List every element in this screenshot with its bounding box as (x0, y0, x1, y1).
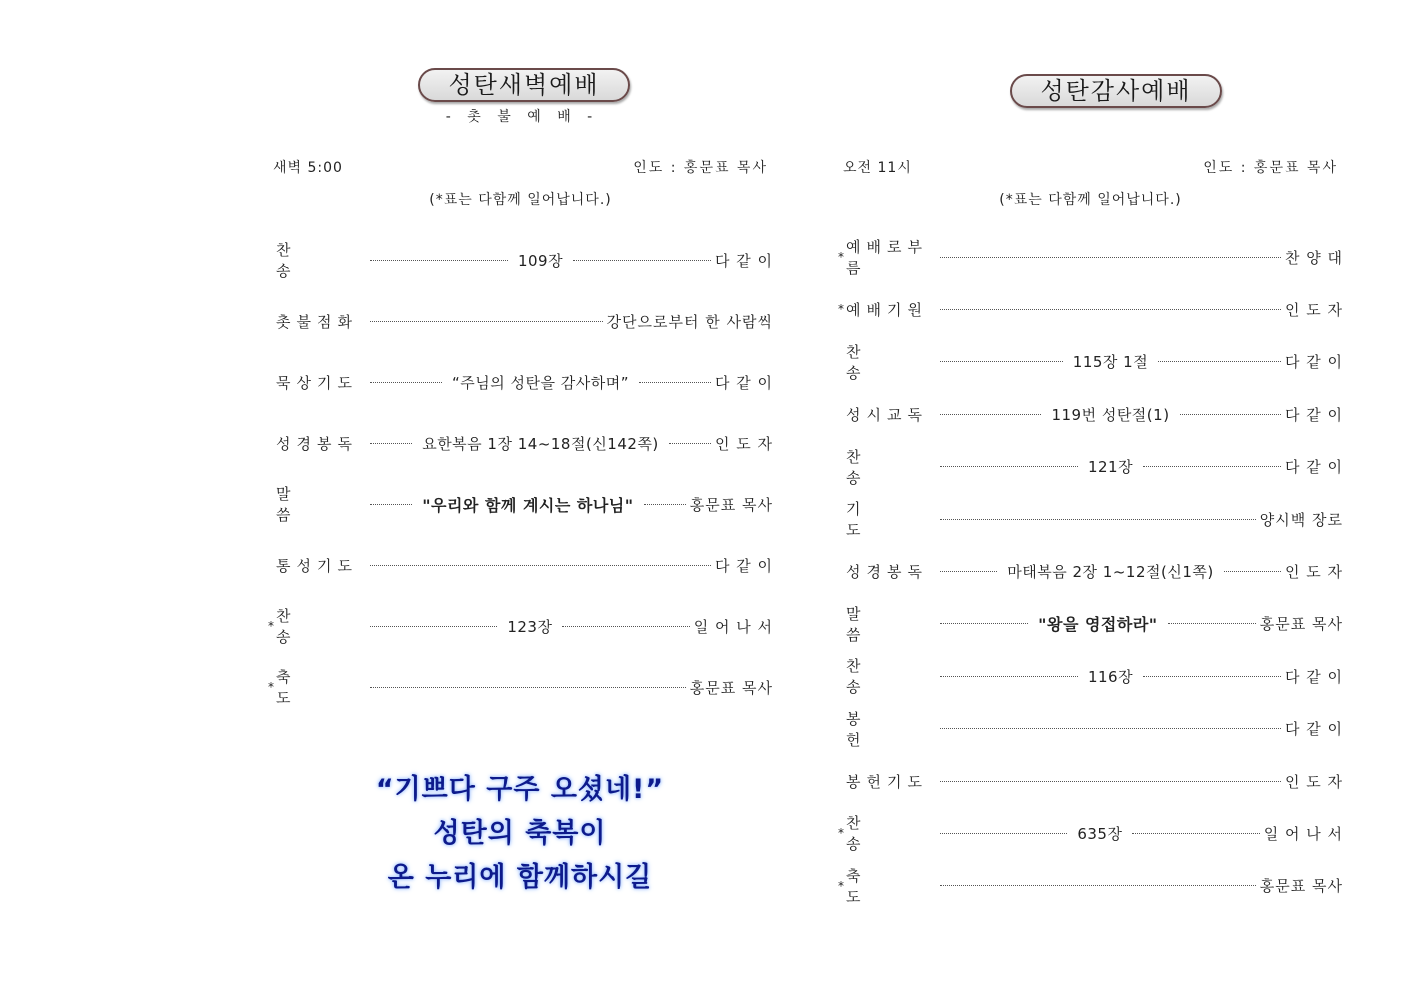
order-item (268, 553, 773, 577)
leader-dots (940, 623, 1028, 624)
order-item-person: 강단으로부터 한 사람씩 (606, 312, 773, 331)
leader-dots (370, 321, 603, 322)
leader-dots (940, 257, 1281, 258)
order-item-detail: “주님의 성탄을 감사하며” (452, 373, 629, 392)
order-item-name: 찬 송 (846, 447, 903, 487)
order-item-name: 기 도 (846, 500, 903, 539)
order-item-person: 인 도 자 (1284, 562, 1343, 581)
order-item (838, 769, 1343, 793)
order-item (268, 309, 773, 333)
order-item (838, 447, 1344, 487)
leader-dots (940, 571, 997, 572)
order-item-person: 다 같 이 (1284, 720, 1343, 739)
blessing-line: 성탄의 축복이 (433, 818, 607, 849)
leader-dots (562, 626, 689, 627)
order-item-person: 일 어 나 서 (693, 617, 774, 636)
order-item-name: 축 도 (846, 866, 903, 906)
leader-dots (1224, 571, 1281, 572)
order-item-person: 다 같 이 (1284, 405, 1343, 424)
leader-dots (940, 885, 1256, 886)
order-item-detail: 115장 1절 (1072, 353, 1149, 372)
standing-mark: * (268, 619, 274, 633)
order-item (838, 238, 1343, 277)
order-item-person: 일 어 나 서 (1263, 824, 1344, 843)
leader-dots (940, 833, 1067, 834)
order-item-detail: 마태복음 2장 1~12절(신1쪽) (1007, 562, 1214, 581)
order-item (838, 604, 1344, 644)
leader-dots (1143, 466, 1281, 467)
blessing-line: “기쁘다 구주 오셨네!” (375, 774, 665, 805)
leader-dots (940, 676, 1078, 677)
order-item (838, 342, 1344, 382)
blessing-line: 온 누리에 함께하시길 (387, 862, 653, 893)
order-item (268, 431, 773, 455)
order-item-name: 봉헌기도 (846, 772, 928, 791)
leader-dots (940, 414, 1041, 415)
order-item-detail: 121장 (1087, 458, 1134, 477)
leader-dots (370, 260, 508, 261)
leader-dots (1158, 361, 1281, 362)
order-item-detail: 123장 (507, 617, 553, 636)
order-item-detail: 요한복음 1장 14~18절(신142쪽) (422, 434, 659, 453)
order-item (268, 607, 774, 646)
order-item-name: 말 씀 (276, 485, 333, 524)
standing-mark: * (838, 302, 844, 317)
order-item-detail: 635장 (1077, 824, 1123, 843)
standing-note: (*표는 다함께 일어납니다.) (999, 192, 1182, 208)
standing-mark: * (268, 680, 274, 694)
leader-dots (1132, 833, 1259, 834)
leader-dots (644, 504, 686, 505)
leader-dots (940, 361, 1063, 362)
order-item-name: 촛불점화 (276, 312, 358, 331)
service-leader: 인도 : 홍문표 목사 (633, 160, 768, 176)
order-item-name: 찬 송 (846, 342, 903, 382)
leader-dots (370, 687, 686, 688)
leader-dots (370, 504, 412, 505)
standing-note: (*표는 다함께 일어납니다.) (429, 192, 612, 208)
order-item-person: 홍문표 목사 (689, 678, 773, 697)
candle-service-subtitle: - 촛 불 예 배 - (445, 109, 599, 125)
leader-dots (940, 781, 1281, 782)
leader-dots (940, 466, 1078, 467)
order-item (838, 709, 1343, 749)
order-item (838, 866, 1343, 906)
order-item (838, 402, 1343, 426)
dawn-service-title: 성탄새벽예배 (418, 68, 630, 102)
order-item-name: 찬 송 (276, 607, 333, 646)
order-item-detail: 116장 (1087, 667, 1134, 686)
order-item-person: 다 같 이 (1285, 458, 1344, 477)
order-item-person: 인 도 자 (1284, 300, 1343, 319)
leader-dots (1168, 623, 1256, 624)
order-item-name: 예배기원 (846, 300, 928, 319)
order-item-name: 말 씀 (846, 604, 903, 644)
order-item-name: 축 도 (276, 668, 333, 707)
standing-mark: * (838, 878, 844, 893)
order-item (838, 814, 1344, 854)
order-item (838, 500, 1343, 539)
order-item (838, 559, 1343, 583)
order-item-name: 성시교독 (846, 405, 928, 424)
order-item-name: 통성기도 (276, 556, 358, 575)
order-item-person: 양시백 장로 (1259, 510, 1343, 529)
order-item-person: 다 같 이 (714, 556, 773, 575)
order-item-detail: "우리와 함께 계시는 하나님" (422, 495, 634, 515)
order-item-detail: 119번 성탄절(1) (1051, 405, 1170, 424)
order-item-person: 홍문표 목사 (1259, 615, 1344, 634)
leader-dots (940, 309, 1281, 310)
thanksgiving-service-title: 성탄감사예배 (1010, 74, 1222, 108)
standing-mark: * (838, 826, 844, 841)
order-item (838, 657, 1344, 697)
leader-dots (669, 443, 711, 444)
order-item-person: 다 같 이 (715, 251, 774, 270)
order-item-name: 찬 송 (276, 241, 333, 280)
service-time: 새벽 5:00 (273, 160, 343, 176)
christmas-blessing (330, 768, 710, 900)
order-item-person: 홍문표 목사 (689, 495, 773, 514)
leader-dots (370, 443, 412, 444)
service-leader: 인도 : 홍문표 목사 (1203, 160, 1338, 176)
order-item-name: 찬 송 (846, 814, 903, 854)
order-item-name: 예배로부름 (846, 238, 928, 277)
order-item-person: 찬 양 대 (1284, 248, 1343, 267)
order-item-detail: 109장 (517, 251, 564, 270)
standing-mark: * (838, 250, 844, 264)
order-item-person: 인 도 자 (1284, 772, 1343, 791)
leader-dots (1143, 676, 1281, 677)
order-item-person: 인 도 자 (714, 434, 773, 453)
order-item-name: 성경봉독 (276, 434, 358, 453)
order-item-person: 다 같 이 (1285, 667, 1344, 686)
leader-dots (1180, 414, 1281, 415)
order-item-person: 다 같 이 (714, 373, 773, 392)
order-item (268, 668, 773, 707)
leader-dots (370, 565, 711, 566)
order-item-name: 묵상기도 (276, 373, 358, 392)
order-item-name: 찬 송 (846, 657, 903, 697)
leader-dots (940, 519, 1256, 520)
order-item-person: 홍문표 목사 (1259, 877, 1343, 896)
order-item-name: 성경봉독 (846, 562, 928, 581)
order-item-name: 봉 헌 (846, 709, 903, 749)
leader-dots (940, 728, 1281, 729)
order-item (268, 485, 773, 524)
leader-dots (573, 260, 711, 261)
order-item (268, 241, 774, 280)
order-item (838, 297, 1343, 321)
order-item (268, 370, 773, 394)
leader-dots (370, 382, 442, 383)
service-time: 오전 11시 (843, 160, 912, 176)
leader-dots (639, 382, 711, 383)
order-item-detail: "왕을 영접하라" (1038, 615, 1158, 635)
leader-dots (370, 626, 497, 627)
order-item-person: 다 같 이 (1285, 353, 1344, 372)
